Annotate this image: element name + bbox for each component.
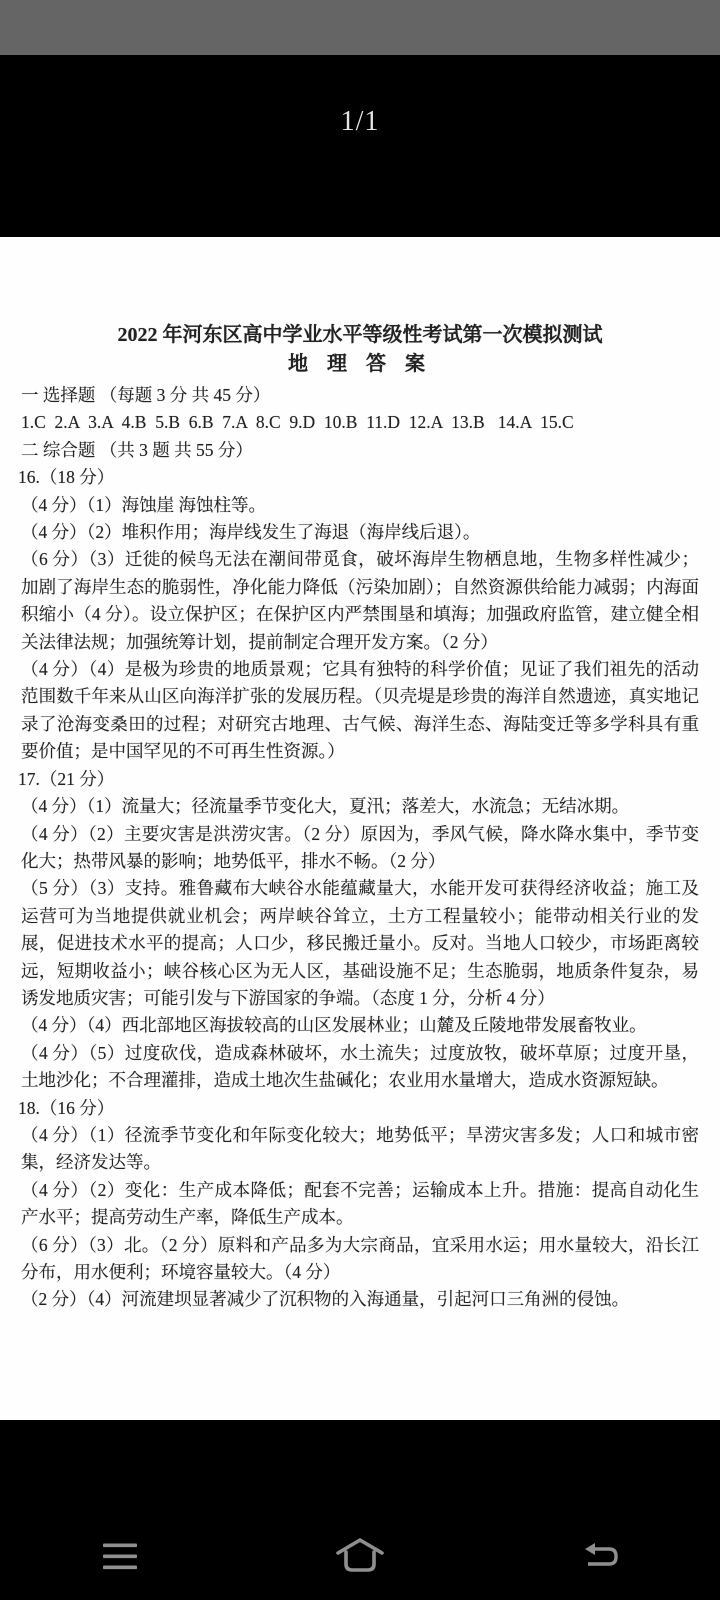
question-16-heading: 16.（18 分） <box>18 467 115 488</box>
answer-paragraph-18-3: （6 分）（3）北。（2 分）原料和产品多为大宗商品，宜采用水运；用水量较大，沿长江分布，用水便利；环境容量较大。（4 分） <box>21 1234 699 1282</box>
document-page[interactable] <box>0 237 720 1420</box>
answer-paragraph-16-1: （4 分）（1）海蚀崖 海蚀柱等。 <box>21 494 266 515</box>
choice-answers-row: 1.C 2.A 3.A 4.B 5.B 6.B 7.A 8.C 9.D 10.B 11.D 12.A 13.B 14.A 15.C <box>21 412 574 433</box>
home-button[interactable] <box>240 1512 480 1600</box>
answer-paragraph-17-2: （4 分）（2）主要灾害是洪涝灾害。（2 分）原因为，季风气候，降水降水集中，季节变化大；热带风暴的影响；地势低平，排水不畅。（2 分） <box>21 823 699 871</box>
menu-button[interactable] <box>0 1512 240 1600</box>
answer-paragraph-17-3: （5 分）（3）支持。雅鲁藏布大峡谷水能蕴藏量大，水能开发可获得经济收益；施工及运营可为当地提供就业机会；两岸峡谷耸立，土方工程量较小；能带动相关行业的发展，促进技术水平的提高；人口少，移民搬迁量小。反对。当地人口较少，市场距离较远，短期收益小；峡谷核心区为无人区，基础设施不足；生态脆弱，地质条件复杂，易诱发地质灾害；可能引发与下游国家的争端。（态度 1 分，分析 4 分） <box>21 878 699 1008</box>
question-18-heading: 18.（16 分） <box>18 1097 115 1118</box>
page-indicator: 1/1 <box>340 106 380 137</box>
back-button[interactable] <box>480 1512 720 1600</box>
answer-paragraph-16-4: （4 分）（4）是极为珍贵的地质景观；它具有独特的科学价值；见证了我们祖先的活动范围数千年来从山区向海洋扩张的发展历程。（贝壳堤是珍贵的海洋自然遗迹，真实地记录了沧海变桑田的过程；对研究古地理、古气候、海洋生态、海陆变迁等多学科具有重要价值；是中国罕见的不可再生性资源。） <box>21 659 699 762</box>
status-bar <box>0 0 720 55</box>
section-heading-choice: 一 选择题 （每题 3 分 共 45 分） <box>21 385 271 405</box>
section-heading-comprehensive: 二 综合题 （共 3 题 共 55 分） <box>21 439 253 460</box>
answer-paragraph-16-3: （6 分）（3）迁徙的候鸟无法在潮间带觅食，破坏海岸生物栖息地，生物多样性减少；加剧了海岸生态的脆弱性，净化能力降低（污染加剧）；自然资源供给能力减弱；内海面积缩小（4 分）。设立保护区；在保护区内严禁围垦和填海；加强政府监管，建立健全相关法律法规；加强统筹计划，提前制定合理开发方案。（2 分） <box>21 549 699 652</box>
document-subtitle: 地 理 答 案 <box>288 353 432 375</box>
answer-paragraph-17-4: （4 分）（4）西北部地区海拔较高的山区发展林业；山麓及丘陵地带发展畜牧业。 <box>21 1015 647 1036</box>
answer-paragraph-17-5: （4 分）（5）过度砍伐，造成森林破坏，水土流失；过度放牧，破坏草原；过度开垦，土地沙化；不合理灌排，造成土地次生盐碱化；农业用水量增大，造成水资源短缺。 <box>21 1042 699 1091</box>
answer-paragraph-18-1: （4 分）（1）径流季节变化和年际变化较大；地势低平；旱涝灾害多发；人口和城市密集，经济发达等。 <box>21 1124 699 1173</box>
answer-paragraph-18-2: （4 分）（2）变化：生产成本降低；配套不完善；运输成本上升。措施：提高自动化生产水平；提高劳动生产率，降低生产成本。 <box>21 1179 699 1228</box>
home-icon <box>334 1536 386 1576</box>
android-navigation-bar <box>0 1512 720 1600</box>
menu-icon <box>102 1543 138 1570</box>
document-title: 2022 年河东区高中学业水平等级性考试第一次模拟测试 <box>117 324 603 346</box>
back-icon <box>580 1541 620 1571</box>
answer-paragraph-17-1: （4 分）（1）流量大；径流量季节变化大，夏汛；落差大，水流急；无结冰期。 <box>21 796 630 817</box>
answer-paragraph-18-4: （2 分）（4）河流建坝显著减少了沉积物的入海通量，引起河口三角洲的侵蚀。 <box>21 1289 630 1310</box>
question-17-heading: 17.（21 分） <box>18 768 115 789</box>
answer-paragraph-16-2: （4 分）（2）堆积作用；海岸线发生了海退（海岸线后退）。 <box>21 522 481 543</box>
